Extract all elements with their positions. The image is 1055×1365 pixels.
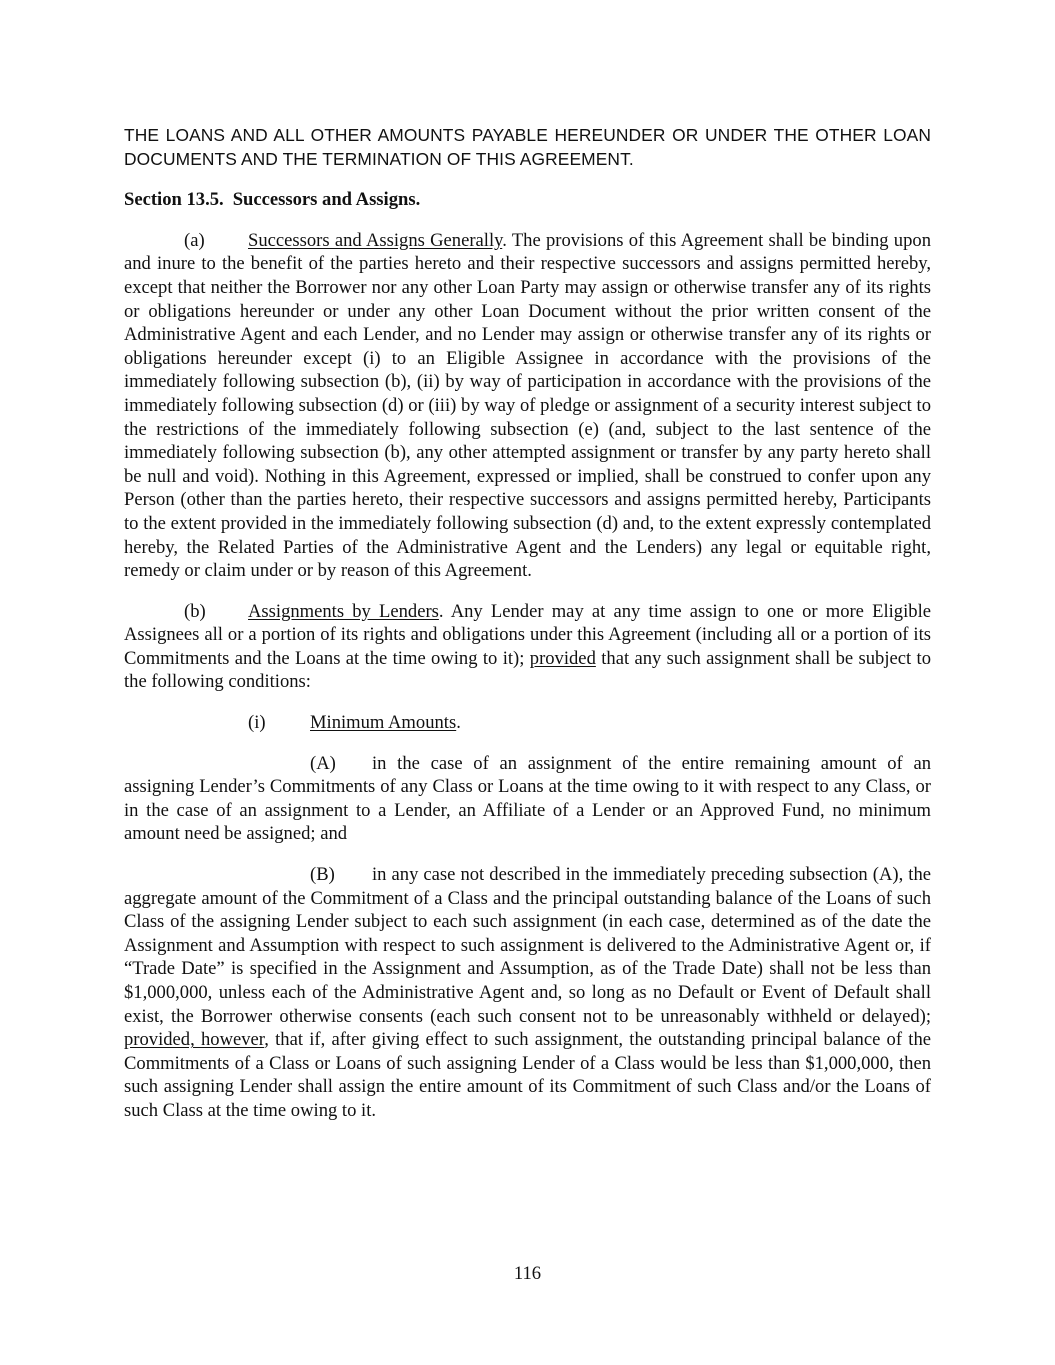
intro-caps-text: THE LOANS AND ALL OTHER AMOUNTS PAYABLE HEREUNDER OR UNDER THE OTHER LOAN DOCUMENTS AND THE TERMINATION OF THIS AGREEMENT. [124,125,931,169]
paragraph-a [124,229,931,583]
paragraph-B-body-2: , that if, after giving effect to such assignment, the outstanding principal balance of the Commitments of a Class or Loans of such assigning Lender of a Class would be less than $1,000,000, then such assigning Lender shall assign the entire amount of its Commitment of such Class and/or the Loans of such Class at the time owing to it. [124,1029,931,1121]
section-number: Section 13.5. [124,189,224,211]
paragraph-b-body-1: . Any Lender may at any time assign to one or more Eligible Assignees all or a portion of its rights and obligations under this Agreement (including all or a portion of its Commitments and the Loans at the time owing to it); [124,600,931,669]
page-number: 116 [513,1263,542,1284]
paragraph-b-label: (b) [184,600,206,622]
paragraph-a-heading: Successors and Assigns Generally [248,229,503,251]
paragraph-B-provided-however: provided, however [124,1029,265,1051]
paragraph-B [124,863,931,1123]
paragraph-i-label: (i) [248,712,266,734]
paragraph-i [124,711,931,735]
paragraph-A-label: (A) [310,752,336,774]
paragraph-A [124,752,931,846]
section-heading [124,188,931,212]
paragraph-i-period: . [456,712,461,734]
paragraph-b-heading: Assignments by Lenders [248,600,439,622]
paragraph-b-provided: provided [529,647,596,669]
paragraph-a-label: (a) [184,229,205,251]
paragraph-A-body: in the case of an assignment of the entire remaining amount of an assigning Lender’s Commitments of any Class or Loans at the time owing to it with respect to any Class, or in the case of an assignment to a Lender, an Affiliate of a Lender or an Approved Fund, no minimum amount need be assigned; and [124,752,931,845]
paragraph-b-body-2: that any such assignment shall be subject to the following conditions: [124,647,931,693]
section-title: Successors and Assigns. [232,189,421,211]
paragraph-B-body-1: in any case not described in the immediately preceding subsection (A), the aggregate amount of the Commitment of a Class and the principal outstanding balance of the Loans of such Class of the assigning Lender subject to each such assignment (in each case, determined as of the date the Assignment and Assumption with respect to such assignment is delivered to the Administrative Agent or, if “Trade Date” is specified in the Assignment and Assumption, as of the Trade Date) shall not be less than $1,000,000, unless each of the Administrative Agent and, so long as no Default or Event of Default shall exist, the Borrower otherwise consents (each such consent not to be unreasonably withheld or delayed); [124,864,931,1027]
document-page [124,124,931,1140]
paragraph-a-body: . The provisions of this Agreement shall be binding upon and inure to the benefit of the parties hereto and their respective successors and assigns permitted hereby, except that neither the Borrower nor any other Loan Party may assign or otherwise transfer any of its rights or obligations hereunder or under any other Loan Document without the prior written consent of the Administrative Agent and each Lender, and no Lender may assign or otherwise transfer any of its rights or obligations hereunder except (i) to an Eligible Assignee in accordance with the provisions of the immediately following subsection (b), (ii) by way of participation in accordance with the provisions of the immediately following subsection (d) or (iii) by way of pledge or assignment of a security interest subject to the restrictions of the immediately following subsection (e) (and, subject to the last sentence of the immediately following subsection (b), any other attempted assignment or transfer by any party hereto shall be null and void). Nothing in this Agreement, expressed or implied, shall be construed to confer upon any Person (other than the parties hereto, their respective successors and assigns permitted hereby, Participants to the extent provided in the immediately following subsection (d) and, to the extent expressly contemplated hereby, the Related Parties of the Administrative Agent and the Lenders) any legal or equitable right, remedy or claim under or by reason of this Agreement. [124,229,931,582]
paragraph-b [124,600,931,694]
paragraph-i-heading: Minimum Amounts [310,712,457,734]
paragraph-B-label: (B) [310,864,335,886]
